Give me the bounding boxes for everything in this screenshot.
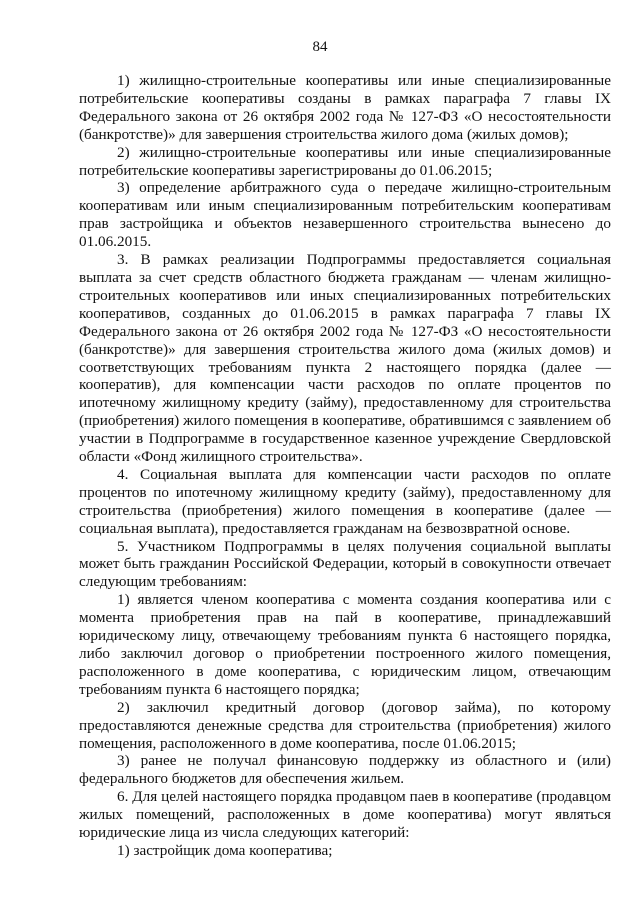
paragraph-requirement-1: 1) является членом кооператива с момента создания кооператива или с момента приобретения прав на пай в кооперативе, принадлежавший юридическому лицу, отвечающему требованиям пункта 6 настоящего порядка, либо заключил договор о приобретении построенного жилого помещения, расположенного в доме кооператива, с юридическим лицом, отвечающим требованиям пункта 6 настоящего порядка; [79, 591, 611, 698]
paragraph-section-5: 5. Участником Подпрограммы в целях получения социальной выплаты может быть гражданин Российской Федерации, который в совокупности отвечает следующим требованиям: [79, 537, 611, 591]
paragraph-section-4: 4. Социальная выплата для компенсации части расходов по оплате процентов по ипотечному жилищному кредиту (займу), предоставленному для строительства (приобретения) жилого помещения в кооперативе (далее — социальная выплата), предоставляется гражданам на безвозвратной основе. [79, 465, 611, 537]
paragraph-section-6: 6. Для целей настоящего порядка продавцом паев в кооперативе (продавцом жилых помещений, расположенных в доме кооператива) могут являться юридические лица из числа следующих категорий: [79, 788, 611, 842]
page-number: 84 [312, 39, 328, 55]
document-body [79, 72, 611, 860]
paragraph-category-1: 1) застройщик дома кооператива; [117, 841, 333, 859]
paragraph-item-3: 3) определение арбитражного суда о передаче жилищно-строительным кооперативам или иным специализированным потребительским кооперативам прав застройщика и объектов незавершенного строительства вынесено до 01.06.2015. [79, 179, 611, 251]
paragraph-requirement-2: 2) заключил кредитный договор (договор займа), по которому предоставляются денежные средства для строительства (приобретения) жилого помещения, расположенного в доме кооператива, после 01.06.2015; [79, 698, 611, 752]
paragraph-section-3: 3. В рамках реализации Подпрограммы предоставляется социальная выплата за счет средств областного бюджета гражданам — членам жилищно-строительных кооперативов или иных специализированных потребительских кооперативов, созданных до 01.06.2015 в рамках параграфа 7 главы IX Федерального закона от 26 октября 2002 года № 127-ФЗ «О несостоятельности (банкротстве)» для завершения строительства жилого дома (жилых домов) и соответствующих требованиям пункта 2 настоящего порядка (далее — кооператив), для компенсации части расходов по оплате процентов по ипотечному жилищному кредиту (займу), предоставленному для строительства (приобретения) жилого помещения в кооперативе, обратившимся с заявлением об участии в Подпрограмме в государственное казенное учреждение Свердловской области «Фонд жилищного строительства». [79, 251, 611, 466]
paragraph-item-2: 2) жилищно-строительные кооперативы или иные специализированные потребительские кооперативы зарегистрированы до 01.06.2015; [79, 143, 611, 179]
paragraph-item-1: 1) жилищно-строительные кооперативы или иные специализированные потребительские кооперативы созданы в рамках параграфа 7 главы IX Федерального закона от 26 октября 2002 года № 127-ФЗ «О несостоятельности (банкротстве)» для завершения строительства жилого дома (жилых домов); [79, 72, 611, 143]
paragraph-requirement-3: 3) ранее не получал финансовую поддержку из областного и (или) федерального бюджетов для обеспечения жильем. [79, 752, 611, 788]
